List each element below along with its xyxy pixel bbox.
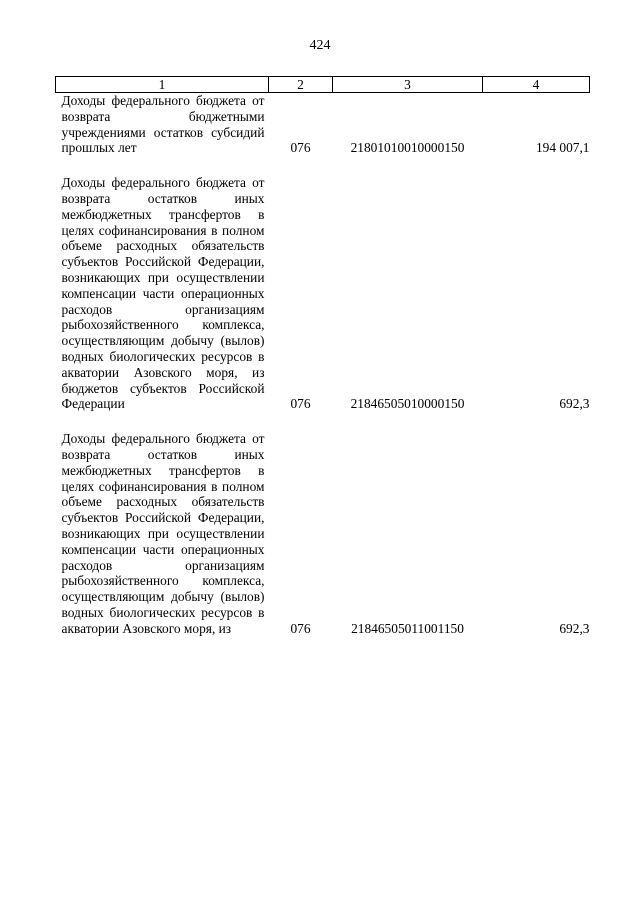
row-description-cell [56, 93, 269, 157]
page-number: 424 [309, 38, 331, 53]
admin-code: 076 [290, 396, 311, 412]
row-description: Доходы федерального бюджета от возврата бюджетными учреждениями остатков субсидий прошлых лет [61, 93, 265, 156]
table-row [56, 93, 590, 157]
admin-code: 076 [290, 620, 311, 636]
row-spacer [56, 412, 590, 431]
column-header-2: 2 [269, 77, 333, 93]
table-row [56, 175, 590, 412]
kbk-code: 21846505011001150 [351, 620, 464, 636]
kbk-code: 21801010010000150 [350, 140, 465, 156]
admin-code: 076 [290, 140, 311, 156]
kbk-code: 21846505010000150 [350, 396, 465, 412]
budget-table [55, 76, 590, 637]
row-description-cell [56, 175, 269, 412]
table-row [56, 431, 590, 636]
amount: 194 007,1 [535, 140, 590, 156]
row-spacer [56, 156, 590, 175]
row-description-cell [56, 431, 269, 636]
row-description: Доходы федерального бюджета от возврата остатков иных межбюджетных трансфертов в целях софинансирования в полном объеме расходных обязательств субъектов Российской Федерации, возникающих при осуществлении компенсации части операционных расходов организациям рыбохозяйственного комплекса, осуществляющим добычу (вылов) водных биологических ресурсов в акватории Азовского моря, из [61, 431, 265, 636]
amount: 692,3 [559, 620, 590, 636]
table-header-row [56, 77, 590, 93]
column-header-4: 4 [483, 77, 590, 93]
row-description: Доходы федерального бюджета от возврата остатков иных межбюджетных трансфертов в целях софинансирования в полном объеме расходных обязательств субъектов Российской Федерации, возникающих при осуществлении компенсации части операционных расходов организациям рыбохозяйственного комплекса, осуществляющим добычу (вылов) водных биологических ресурсов в акватории Азовского моря, из бюджетов субъектов Российской Федерации [61, 175, 265, 412]
amount: 692,3 [559, 396, 590, 412]
column-header-1: 1 [56, 77, 269, 93]
column-header-3: 3 [333, 77, 483, 93]
